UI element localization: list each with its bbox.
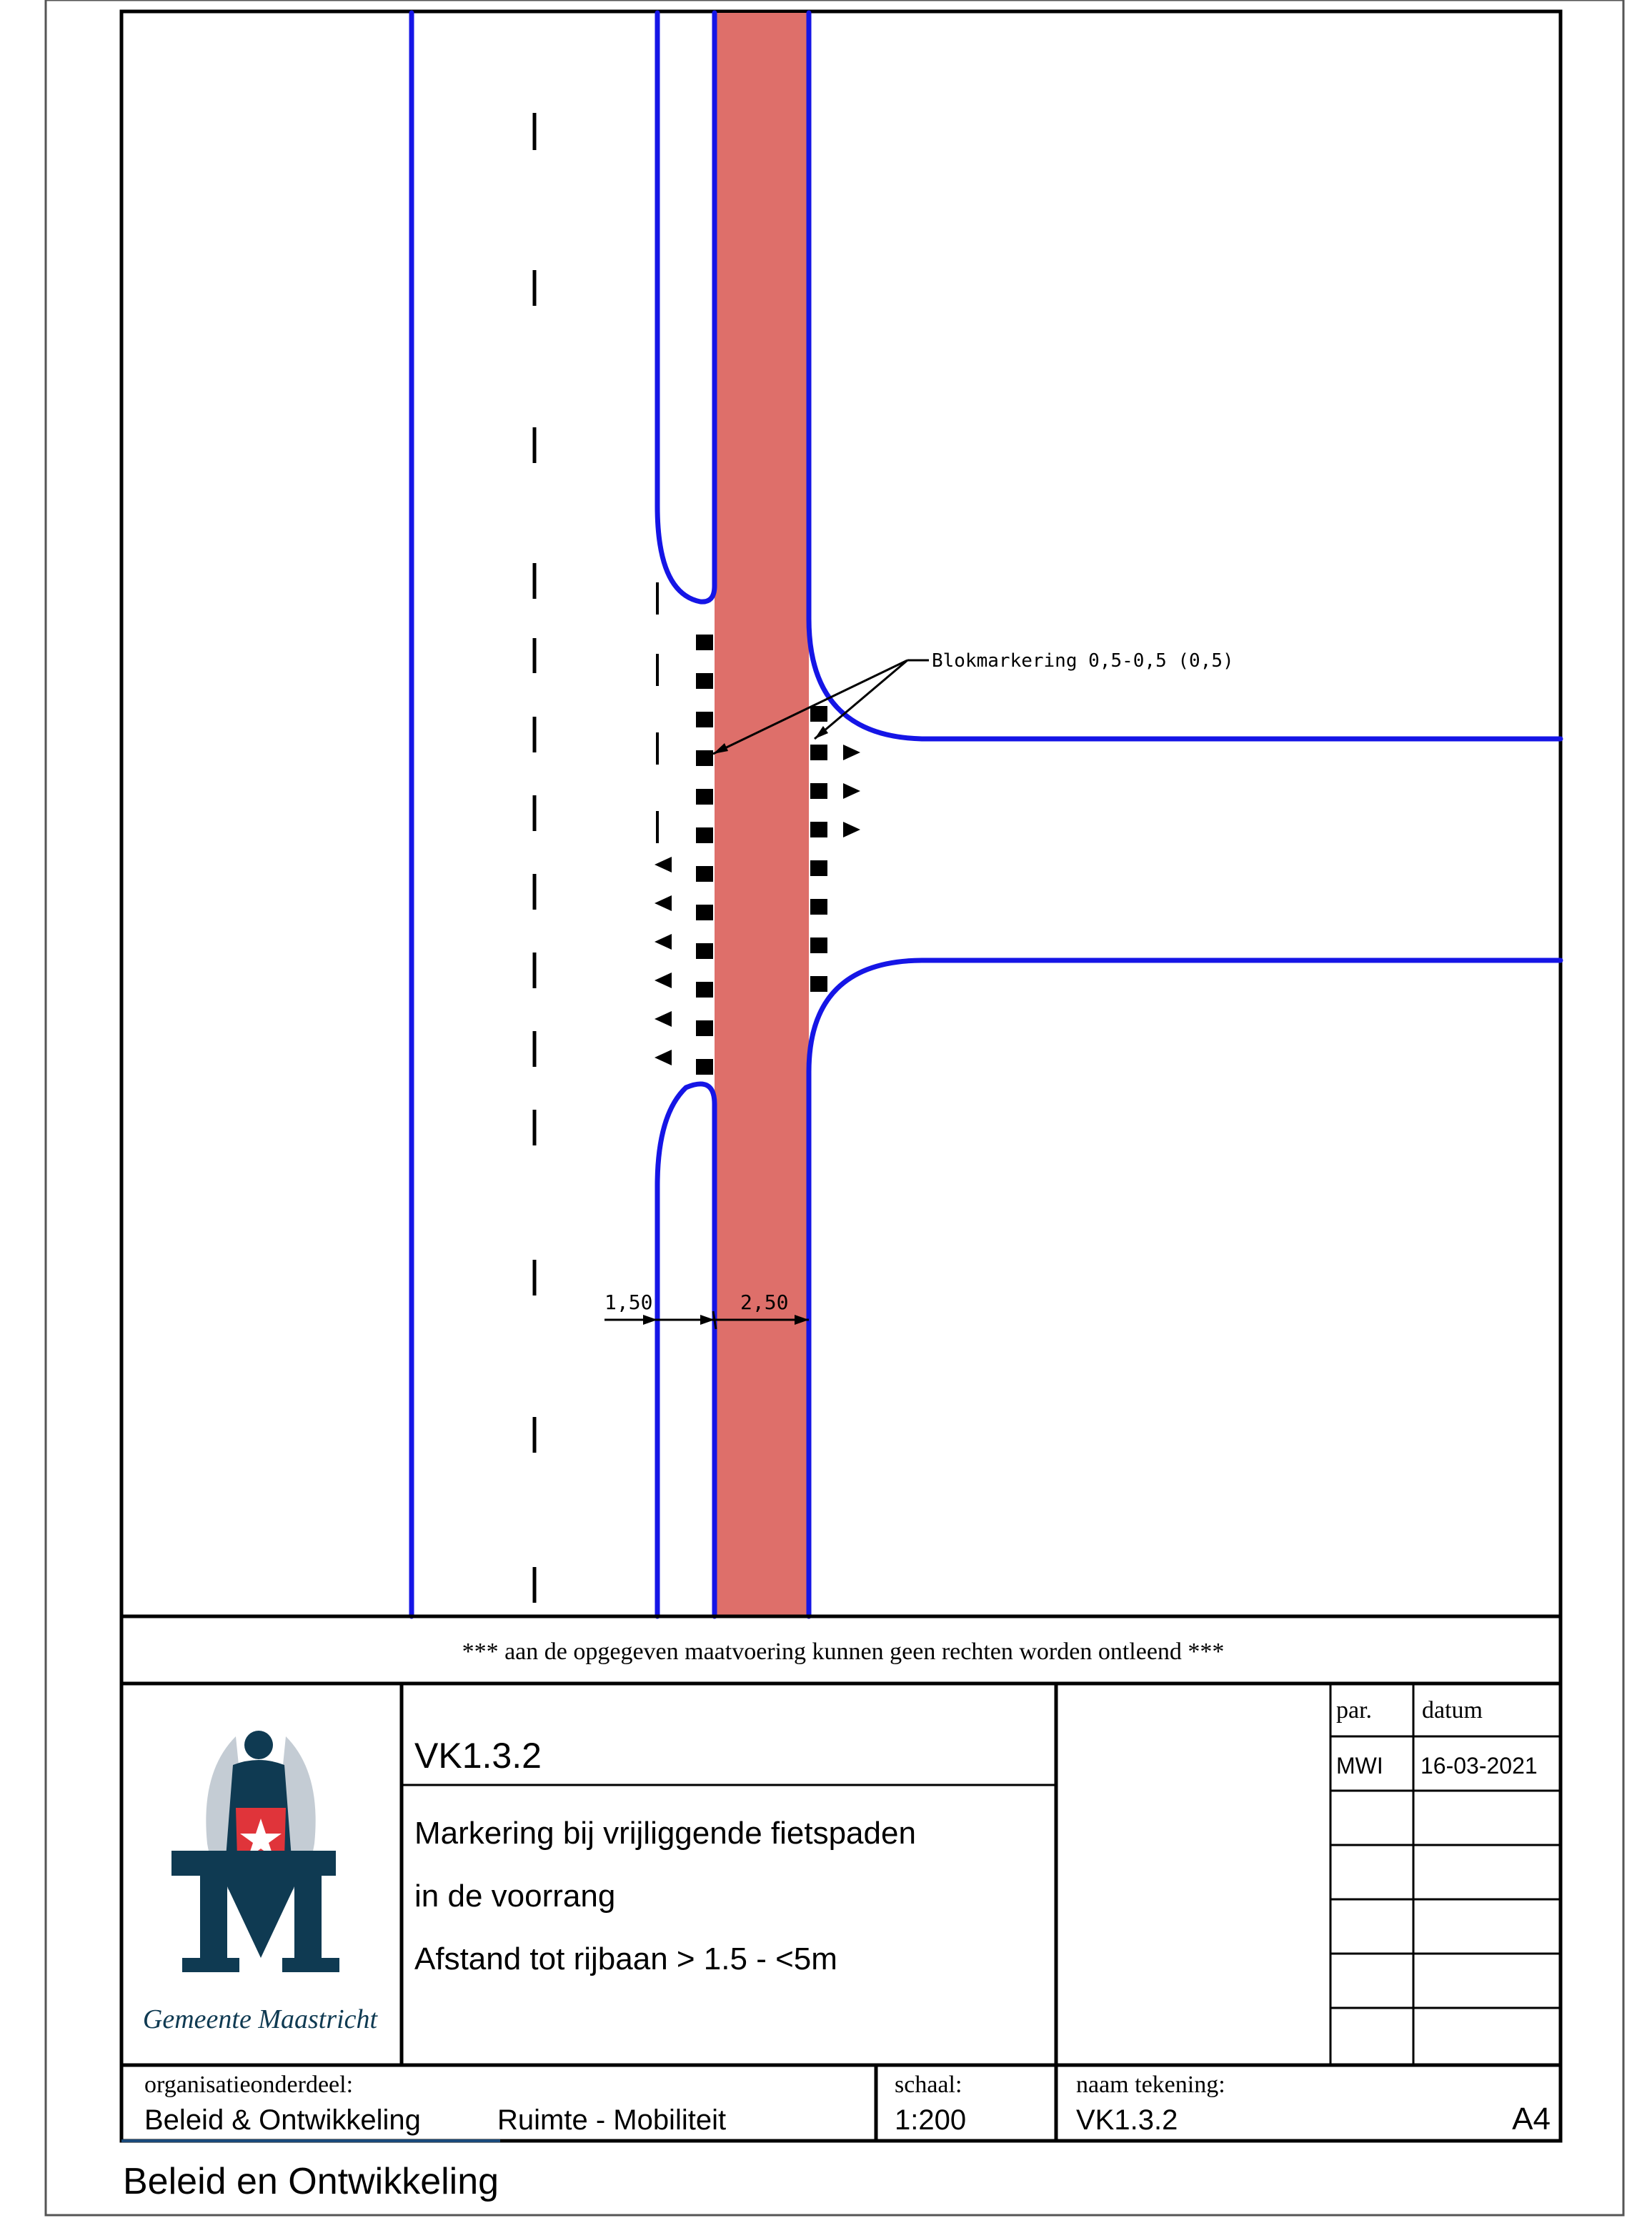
logo-gemeente-maastricht bbox=[143, 1731, 379, 2034]
cycle-path bbox=[715, 13, 809, 1616]
title-line-1: Markering bij vrijliggende fietspaden bbox=[414, 1816, 916, 1851]
titleblock-frame bbox=[121, 1616, 1561, 2141]
rev-header-par: par. bbox=[1336, 1697, 1373, 1724]
org-value-1: Beleid & Ontwikkeling bbox=[144, 2104, 421, 2136]
road-edges bbox=[412, 13, 1561, 1616]
rev-header-datum: datum bbox=[1422, 1697, 1483, 1724]
title-line-3: Afstand tot rijbaan > 1.5 - <5m bbox=[414, 1941, 837, 1976]
logo-head bbox=[244, 1731, 273, 1759]
name-value: VK1.3.2 bbox=[1076, 2104, 1178, 2136]
org-label: organisatieonderdeel: bbox=[144, 2072, 354, 2098]
sidewalk-top-island bbox=[657, 13, 715, 602]
block-marking-right bbox=[810, 706, 827, 992]
rev-datum: 16-03-2021 bbox=[1420, 1753, 1538, 1779]
rev-par: MWI bbox=[1336, 1753, 1383, 1779]
paper-format: A4 bbox=[1512, 2102, 1551, 2137]
title-line-2: in de voorrang bbox=[414, 1879, 616, 1914]
logo-text: Gemeente Maastricht bbox=[142, 2004, 378, 2034]
footer-caption: Beleid en Ontwikkeling bbox=[123, 2161, 499, 2202]
direction-arrows-right bbox=[843, 745, 860, 837]
side-street-top-edge bbox=[809, 13, 1561, 739]
dim-sidewalk-label: 1,50 bbox=[604, 1290, 653, 1314]
drawing-code: VK1.3.2 bbox=[414, 1736, 542, 1776]
dim-cyclepath-label: 2,50 bbox=[740, 1290, 789, 1314]
disclaimer: *** aan de opgegeven maatvoering kunnen geen rechten worden ontleend *** bbox=[462, 1638, 1225, 1665]
callout-label: Blokmarkering 0,5-0,5 (0,5) bbox=[932, 650, 1234, 672]
side-street-bottom-edge bbox=[809, 960, 1561, 1616]
org-value-2: Ruimte - Mobiliteit bbox=[497, 2104, 727, 2136]
block-marking-left bbox=[696, 635, 713, 1075]
scale-value: 1:200 bbox=[895, 2104, 967, 2136]
name-label: naam tekening: bbox=[1076, 2072, 1225, 2098]
scale-label: schaal: bbox=[895, 2072, 962, 2098]
titleblock-grid bbox=[402, 1684, 1561, 2065]
direction-arrows-left bbox=[655, 857, 672, 1065]
sidewalk-bottom-island bbox=[657, 1084, 715, 1616]
logo-letter-m bbox=[171, 1851, 339, 1972]
